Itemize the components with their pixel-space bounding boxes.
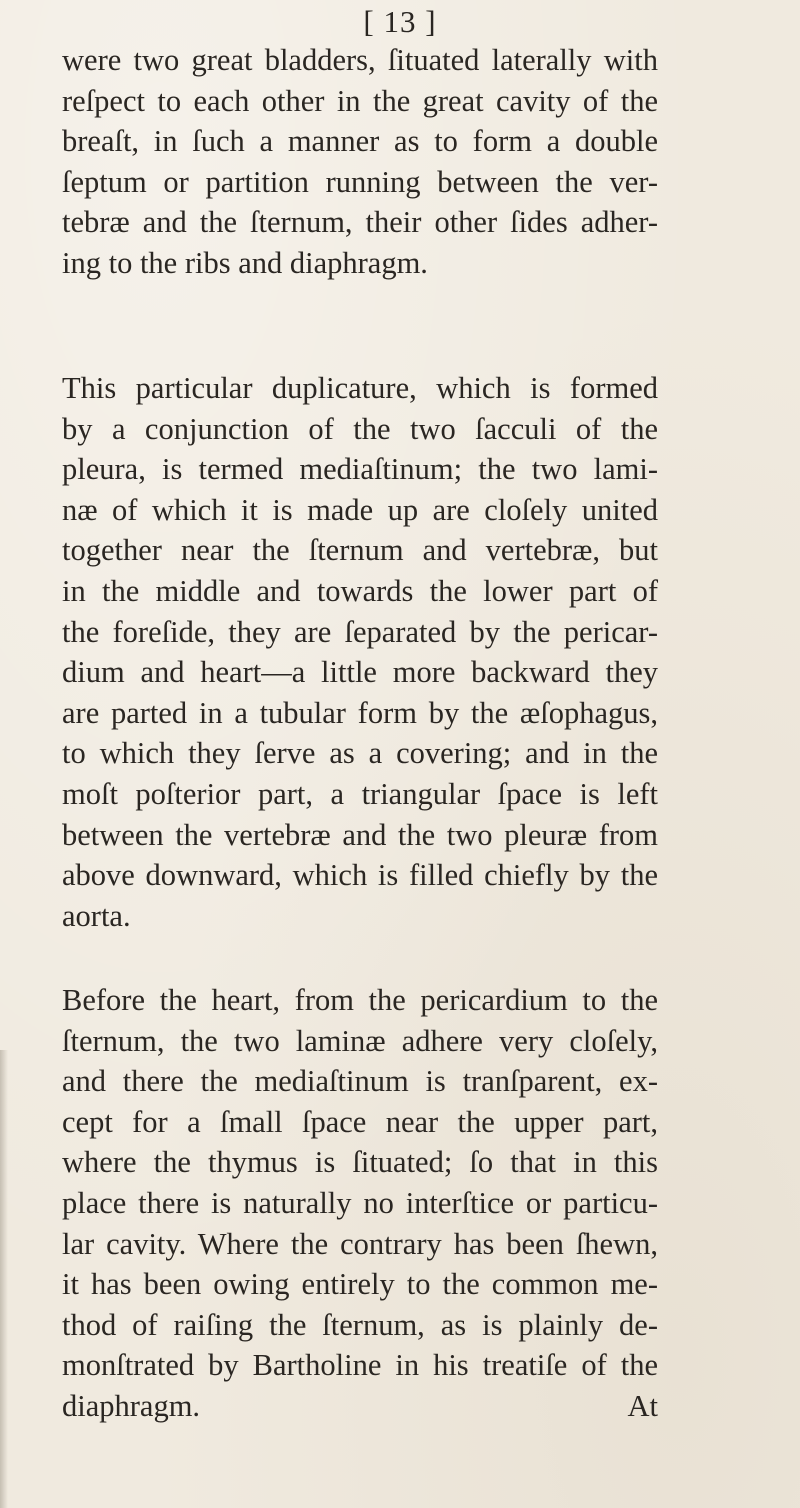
text-line: between the vertebræ and the two pleuræ from (62, 817, 658, 852)
text-line: breaſt, in ſuch a manner as to form a double (62, 124, 658, 159)
paragraph-3 (62, 980, 658, 1427)
final-line (62, 1386, 658, 1427)
text-line: ing to the ribs and diaphragm. (62, 245, 428, 280)
text-line: are parted in a tubular form by the æſophagus, (62, 695, 658, 730)
text-line: reſpect to each other in the great cavity of the (62, 83, 658, 118)
text-line: monſtrated by Bartholine in his treatiſe of the (62, 1348, 658, 1383)
text-line: aorta. (62, 898, 131, 933)
text-line-end: diaphragm. (62, 1388, 201, 1423)
text-line: ſeptum or partition running between the ver- (62, 164, 658, 199)
text-line: in the middle and towards the lower part of (62, 573, 658, 608)
text-line: Before the heart, from the pericardium to the (62, 983, 658, 1017)
text-line: cept for a ſmall ſpace near the upper part, (62, 1104, 658, 1139)
paragraph-2 (62, 368, 658, 936)
text-line: lar cavity. Where the contrary has been ſhewn, (62, 1226, 658, 1261)
page-edge-shadow (0, 1050, 8, 1508)
text-line: by a conjunction of the two ſacculi of the (62, 411, 658, 446)
page-number: [ 13 ] (363, 4, 437, 39)
text-line: together near the ſternum and vertebræ, but (62, 533, 658, 568)
text-line: moſt poſterior part, a triangular ſpace is left (62, 776, 658, 811)
paragraph-1 (62, 40, 658, 284)
text-line: the foreſide, they are ſeparated by the pericar- (62, 614, 658, 649)
text-line: and there the mediaſtinum is tranſparent, ex- (62, 1064, 658, 1099)
text-line: dium and heart—a little more backward they (62, 655, 658, 690)
text-line: thod of raiſing the ſternum, as is plainly de- (62, 1307, 658, 1342)
text-line: This particular duplicature, which is formed (62, 371, 658, 405)
text-line: to which they ſerve as a covering; and in the (62, 736, 658, 771)
text-line: place there is naturally no interſtice or particu- (62, 1185, 658, 1220)
text-line: pleura, is termed mediaſtinum; the two lami- (62, 452, 658, 487)
text-line: it has been owing entirely to the common me- (62, 1267, 658, 1302)
text-line: ſternum, the two laminæ adhere very cloſely, (62, 1023, 658, 1058)
text-line: where the thymus is ſituated; ſo that in this (62, 1145, 658, 1180)
text-line: above downward, which is filled chiefly by the (62, 858, 658, 893)
text-line: næ of which it is made up are cloſely united (62, 492, 658, 527)
text-line: tebræ and the ſternum, their other ſides adher- (62, 205, 658, 240)
catchword: At (627, 1388, 658, 1423)
text-line: were two great bladders, ſituated laterally with (62, 43, 658, 77)
